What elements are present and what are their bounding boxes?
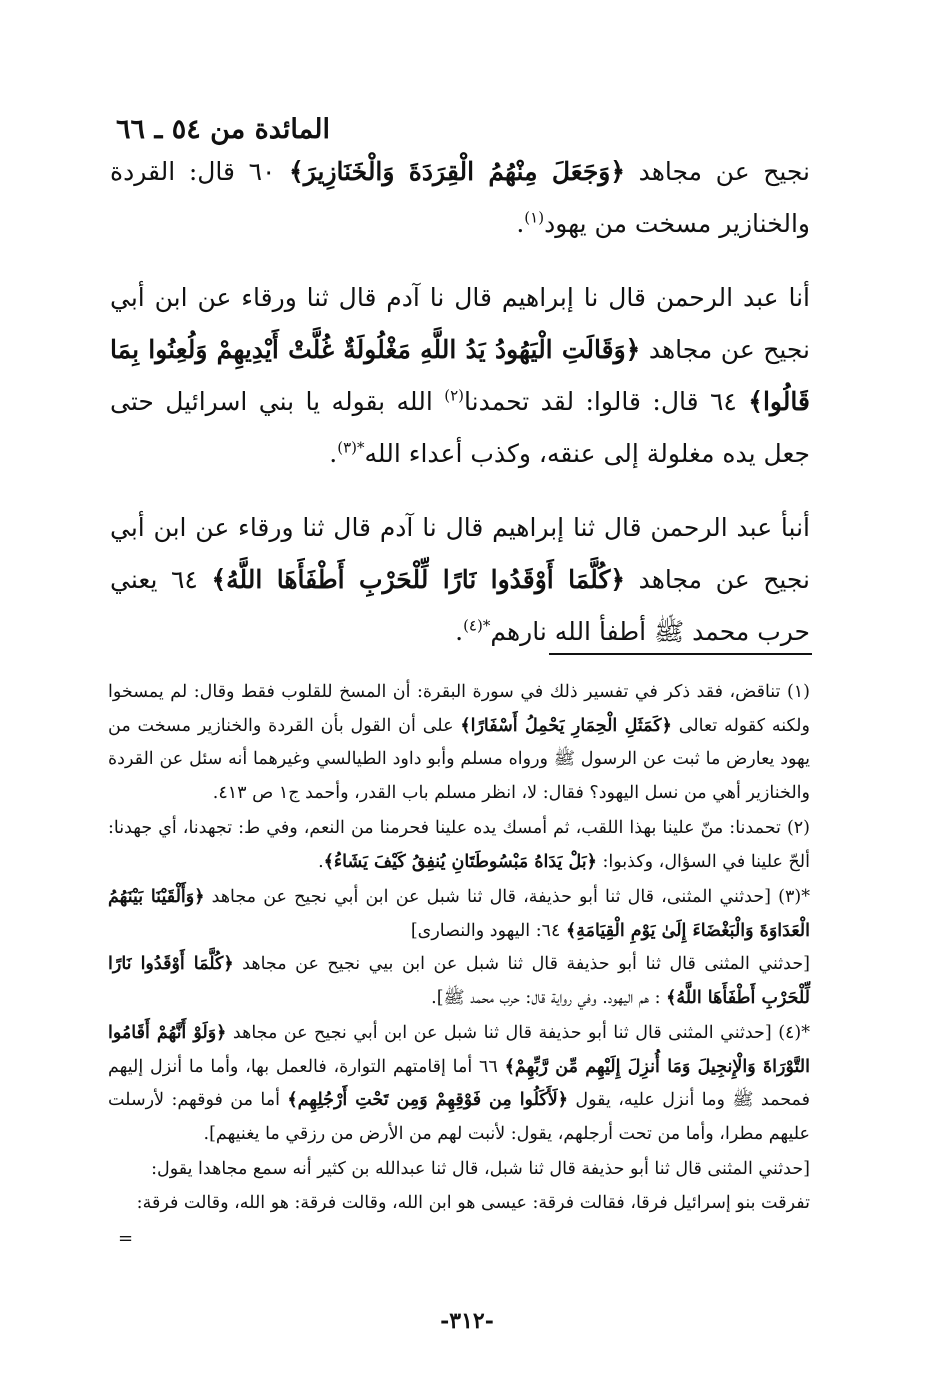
text-run: تحمدنا: منّ علينا بهذا اللقب، ثم أمسك يده علينا فحرمنا من النعم، وفي ط: تجهدنا، أي جهدنا: ألحّ علينا في السؤال، وكذبوا:	[108, 818, 810, 872]
footnote-ref[interactable]: *(٤)	[463, 616, 491, 635]
text-run: ٦٤ قال: قالوا: لقد تحمدنا	[464, 387, 737, 416]
text-run: أنبأ عبد الرحمن قال ثنا إبراهيم قال نا آدم قال ثنا ورقاء عن ابن أبي نجيح عن مجاهد	[110, 513, 810, 594]
footnote-ref[interactable]: (١)	[524, 208, 545, 227]
footnote-ref[interactable]: (٢)	[444, 386, 464, 405]
page-number: -٣١٢-	[440, 1308, 494, 1334]
paragraph-3: أنبأ عبد الرحمن قال ثنا إبراهيم قال نا آدم قال ثنا ورقاء عن ابن أبي نجيح عن مجاهد ﴿كُلَّمَا أَوْقَدُوا نَارًا لِّلْحَرْبِ أَطْفَأَهَا اللَّهُ﴾ ٦٤ يعني حرب محمد ﷺ أطفأ الله نارهم$^{*(٤)}$.	[110, 513, 810, 646]
text-run: ٦٤ يعني حرب محمد ﷺ أطفأ الله نارهم	[110, 565, 810, 646]
footnotes-section	[108, 676, 810, 1220]
footnote-4-cont-2	[108, 1187, 810, 1221]
text-run: ٦٤: اليهود والنصارى]	[410, 920, 561, 941]
text-run: [حدثني المثنى قال ثنا أبو حذيفة قال ثنا شبل عن ابن أبي نجيح عن مجاهد	[232, 1023, 772, 1043]
quran-quote: ﴿وَجَعَلَ مِنْهُمُ الْقِرَدَةَ وَالْخَنَازِيرَ﴾	[289, 157, 626, 186]
text-run: على أن القول بأن القردة والخنازير مسخت من يهود يعارض ما ثبت عن الرسول ﷺ ورواه مسلم وأبو داود الطيالسي وغيرهما أنه سئل عن القردة والخنازير أهي من نسل اليهود؟ فقال: لا، انظر مسلم باب القدر، وأحمد ج١ ص ٤١٣.	[108, 715, 810, 803]
text-run: تفرقت بنو إسرائيل فرقا، فقالت فرقة: عيسى هو ابن الله، وقالت فرقة: هو الله، وقالت فرقة:	[136, 1192, 810, 1213]
quran-quote: ﴿وَلَوْ أَنَّهُمْ أَقَامُوا التَّوْرَاةَ وَالْإِنجِيلَ وَمَا أُنزِلَ إِلَيْهِم مِّن رَّبِّهِمْ﴾	[108, 1023, 810, 1077]
footnote-number: (١)	[786, 682, 810, 702]
footnote-number: *(٣)	[778, 887, 810, 907]
text-run: ٦٦ أما إقامتهم التوارة، فالعمل بها، وأما ما أنزل إليهم فمحمد ﷺ وما أنزل عليه، يقول	[108, 1056, 810, 1110]
text-run: أنا عبد الرحمن قال نا إبراهيم قال نا آدم قال ثنا ورقاء عن ابن أبي نجيح عن مجاهد	[110, 283, 811, 364]
footnote-divider	[549, 653, 812, 655]
text-run: الله بقوله يا بني اسرائيل حتى جعل يده مغلولة إلى عنقه، وكذب أعداء الله	[110, 387, 810, 468]
quran-quote: ﴿وَأَلْقَيْنَا بَيْنَهُمُ الْعَدَاوَةَ وَالْبَغْضَاءَ إِلَىٰ يَوْمِ الْقِيَامَةِ﴾	[108, 887, 810, 941]
footnote-number: *(٤)	[778, 1023, 810, 1043]
main-text	[110, 146, 810, 658]
text-run: تناقض، فقد ذكر في تفسير ذلك في سورة البقرة: أن المسخ للقلوب فقط وقال: لم يمسخوا ولكنه كقوله تعالى	[108, 682, 810, 736]
footnote-3	[108, 881, 810, 948]
footnote-4-cont	[108, 1153, 810, 1187]
quran-quote: ﴿بَلْ يَدَاهُ مَبْسُوطَتَانِ يُنفِقُ كَيْفَ يَشَاءُ﴾	[323, 851, 597, 872]
quran-quote: ﴿كُلَّمَا أَوْقَدُوا نَارًا لِّلْحَرْبِ أَطْفَأَهَا اللَّهُ﴾	[211, 565, 626, 594]
text-run: : هم اليهود. وفي رواية قال: حرب محمد ﷺ].	[431, 987, 661, 1008]
quran-quote: ﴿كُلَّمَا أَوْقَدُوا نَارًا لِّلْحَرْبِ أَطْفَأَهَا اللَّهُ﴾	[108, 954, 810, 1008]
text-run: ٦٠ قال: القردة والخنازير مسخت من يهود	[110, 157, 810, 238]
running-header: المائدة من ٥٤ ـ ٦٦	[116, 114, 330, 145]
footnote-3-cont	[108, 948, 810, 1015]
text-run: أما من فوقهم: لأرسلت عليهم مطرا، وأما من تحت أرجلهم، يقول: لأنبت لهم من الأرض من رزقي ما يغنيهم].	[108, 1090, 810, 1144]
text-run: [حدثني المثنى قال ثنا أبو حذيفة قال ثنا شبل، قال ثنا عبدالله بن كثير أنه سمع مجاهدا يقول:	[151, 1159, 810, 1179]
quran-quote: ﴿وَقَالَتِ الْيَهُودُ يَدُ اللَّهِ مَغْلُولَةٌ غُلَّتْ أَيْدِيهِمْ وَلُعِنُوا بِمَا قَالُوا﴾	[110, 335, 810, 416]
text-run: [حدثني المثنى، قال ثنا أبو حذيفة، قال ثنا شبل عن ابن أبي نجيح عن مجاهد	[211, 887, 772, 907]
footnote-ref[interactable]: *(٣)	[337, 438, 365, 457]
footnote-number: (٢)	[786, 818, 810, 838]
text-run: [حدثني المثنى قال ثنا أبو حذيفة قال ثنا شبل عن ابن بيي نجيح عن مجاهد	[242, 954, 810, 974]
footnote-4	[108, 1017, 810, 1151]
continuation-mark: =	[118, 1228, 134, 1249]
quran-quote: ﴿كَمَثَلِ الْحِمَارِ يَحْمِلُ أَسْفَارًا﴾	[460, 715, 672, 736]
footnote-1	[108, 676, 810, 810]
footnote-2: (٢) تحمدنا: منّ علينا بهذا اللقب، ثم أمسك يده علينا فحرمنا من النعم، وفي ط: تجهدنا، أي جهدنا: ألحّ علينا في السؤال، وكذبوا: ﴿بَلْ يَدَاهُ مَبْسُوطَتَانِ يُنفِقُ كَيْفَ يَشَاءُ﴾.	[108, 818, 810, 872]
paragraph-1: نجيح عن مجاهد ﴿وَجَعَلَ مِنْهُمُ الْقِرَدَةَ وَالْخَنَازِيرَ﴾ ٦٠ قال: القردة والخنازير مسخت من يهود$^{(١)}$.	[110, 157, 810, 238]
paragraph-2: أنا عبد الرحمن قال نا إبراهيم قال نا آدم قال ثنا ورقاء عن ابن أبي نجيح عن مجاهد ﴿وَقَالَتِ الْيَهُودُ يَدُ اللَّهِ مَغْلُولَةٌ غُلَّتْ أَيْدِيهِمْ وَلُعِنُوا بِمَا قَالُوا﴾ ٦٤ قال: قالوا: لقد تحمدنا$^{(٢)}$ الله بقوله يا بني اسرائيل حتى جعل يده مغلولة إلى عنقه، وكذب أعداء الله$^{*(٣)}$.	[110, 283, 811, 468]
text-run: نجيح عن مجاهد	[638, 157, 810, 186]
quran-quote: ﴿لَأَكَلُوا مِن فَوْقِهِمْ وَمِن تَحْتِ أَرْجُلِهِم﴾	[287, 1090, 568, 1110]
